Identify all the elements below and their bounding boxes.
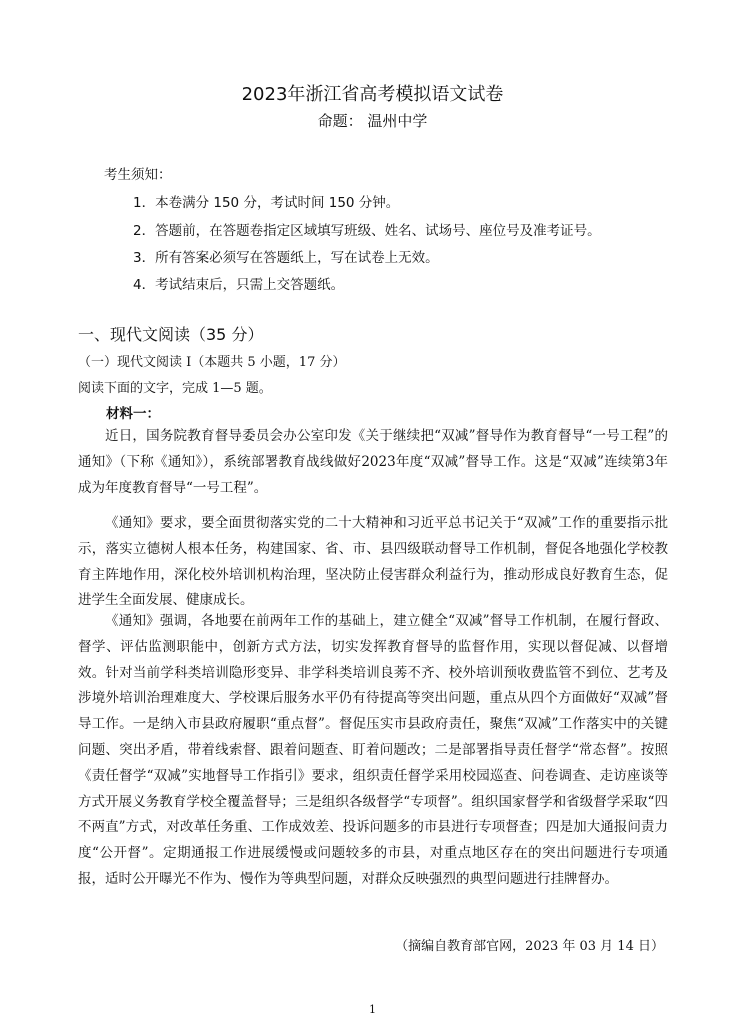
reading-instruction: 阅读下面的文字，完成 1—5 题。: [78, 381, 272, 396]
article-paragraph: 《通知》要求，要全面贯彻落实党的二十大精神和习近平总书记关于“双减”工作的重要指示批示，落实立德树人根本任务，构建国家、省、市、县四级联动督导工作机制，督促各地强化学校教育主阵地作用，深化校外培训机构治理，坚决防止侵害群众利益行为，推动形成良好教育生态，促进学生全面发展、健康成长。: [78, 515, 668, 609]
exam-title: 2023年浙江省高考模拟语文试卷: [241, 84, 504, 105]
notice-item: 2．答题前，在答题卷指定区域填写班级、姓名、试场号、座位号及准考证号。: [133, 223, 601, 239]
material-label: 材料一：: [106, 406, 160, 422]
article-source: （摘编自教育部官网，2023 年 03 月 14 日）: [395, 939, 664, 954]
notice-item: 4．考试结束后，只需上交答题纸。: [133, 277, 345, 293]
sub-section-heading: （一）现代文阅读 I（本题共 5 小题，17 分）: [78, 355, 346, 370]
notice-item: 3．所有答案必须写在答题纸上，写在试卷上无效。: [133, 250, 439, 266]
notice-item: 1．本卷满分 150 分，考试时间 150 分钟。: [133, 195, 400, 211]
article-paragraph: 《通知》强调，各地要在前两年工作的基础上，建立健全“双减”督导工作机制，在履行督政、督学、评估监测职能中，创新方式方法，切实发挥教育督导的监督作用，实现以督促减、以督增效。针对当前学科类培训隐形变异、非学科类培训良莠不齐、校外培训预收费监管不到位、艺考及涉境外培训治理难度大、学校课后服务水平仍有待提高等突出问题，重点从四个方面做好“双减”督导工作。一是纳入市县政府履职“重点督”。督促压实市县政府责任，聚焦“双减”工作落实中的关键问题、突出矛盾，带着线索督、跟着问题查、盯着问题改；二是部署指导责任督学“常态督”。按照《责任督学“双减”实地督导工作指引》要求，组织责任督学采用校园巡查、问卷调查、走访座谈等方式开展义务教育学校全覆盖督导；三是组织各级督学“专项督”。组织国家督学和省级督学采取“四不两直”方式，对改革任务重、工作成效差、投诉问题多的市县进行专项督查；四是加大通报问责力度“公开督”。定期通报工作进展缓慢或问题较多的市县，对重点地区存在的突出问题进行专项通报，适时公开曝光不作为、慢作为等典型问题，对群众反映强烈的典型问题进行挂牌督办。: [78, 613, 668, 887]
article-paragraph: 近日，国务院教育督导委员会办公室印发《关于继续把“双减”督导作为教育督导“一号工程”的通知》（下称《通知》），系统部署教育战线做好2023年度“双减”督导工作。这是“双减”连续第3年成为年度教育督导“一号工程”。: [78, 428, 668, 496]
page-number: 1: [369, 1003, 376, 1016]
section-heading: 一、现代文阅读（35 分）: [78, 325, 264, 344]
exam-author: 命题： 温州中学: [317, 112, 428, 130]
notice-heading: 考生须知：: [104, 167, 172, 183]
